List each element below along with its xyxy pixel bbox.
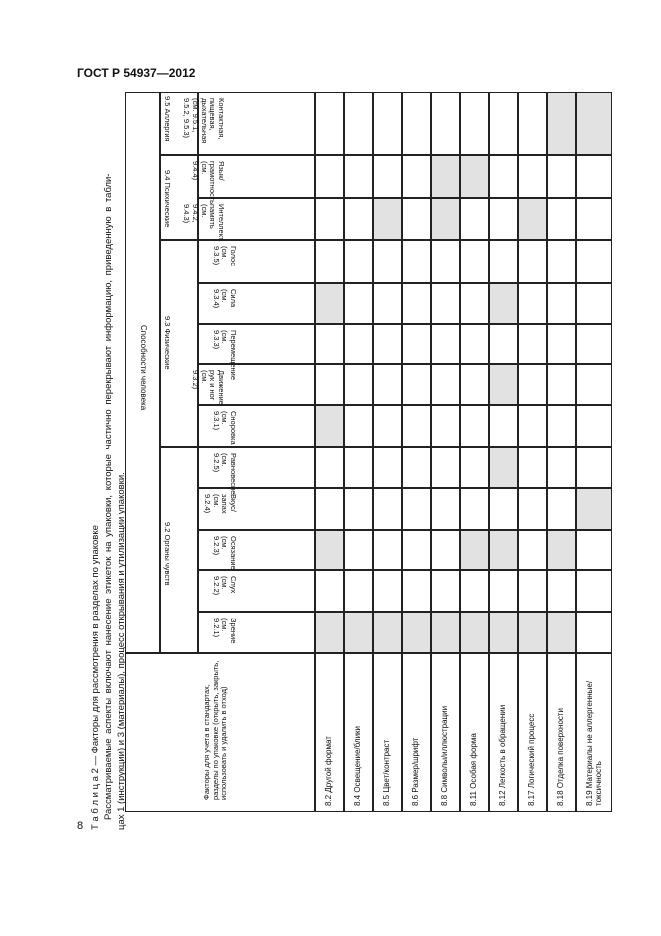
table-cell: [518, 155, 547, 198]
table-cell: [402, 447, 431, 488]
table-cell: [547, 324, 576, 364]
table-cell: [431, 612, 460, 653]
table-cell: [344, 364, 373, 405]
table-cell: [460, 240, 489, 283]
table-cell: [402, 198, 431, 240]
table-cell: [344, 488, 373, 530]
table-cell: [431, 488, 460, 530]
table-cell: [315, 530, 344, 570]
table-cell: [431, 570, 460, 612]
table-cell: [576, 447, 612, 488]
table-cell: [344, 283, 373, 324]
document-header: ГОСТ Р 54937—2012: [77, 66, 196, 80]
table-cell: [489, 570, 518, 612]
page-number: 8: [77, 820, 84, 832]
table-cell: [489, 447, 518, 488]
table-cell: [402, 324, 431, 364]
table-cell: [460, 92, 489, 155]
table-cell: [547, 405, 576, 447]
table-cell: [576, 488, 612, 530]
table-cell: [460, 283, 489, 324]
table-cell: [344, 447, 373, 488]
table-cell: [315, 324, 344, 364]
table-cell: [518, 240, 547, 283]
table-cell: [402, 155, 431, 198]
column-label-9: Голос (см. 9.3.5): [211, 246, 238, 266]
table-cell: [518, 447, 547, 488]
row-label-5: 8.11 Особая форма: [469, 733, 478, 806]
caption-line-1: Т а б л и ц а 2 — Факторы для рассмотрения в разделах по упаковке: [90, 525, 101, 830]
table-cell: [431, 324, 460, 364]
table-cell: [315, 405, 344, 447]
table-cell: [460, 198, 489, 240]
table-cell: [460, 155, 489, 198]
table-cell: [576, 240, 612, 283]
row-label-9: 8.19 Материалы не аллергенные/ токсичность: [585, 680, 604, 806]
table-cell: [518, 530, 547, 570]
table-cell: [431, 92, 460, 155]
row-label-8: 8.18 Отделка поверхности: [556, 707, 565, 806]
table-cell: [518, 488, 547, 530]
column-label-1: Слух (см. 9.2.2): [211, 576, 238, 596]
table-cell: [402, 612, 431, 653]
table-cell: [576, 405, 612, 447]
corner-header-text: Факторы для учета в стандартах, разделы по упаковке (открыть, закрыть, использовать и удалить в отход): [202, 660, 229, 800]
table-cell: [373, 488, 402, 530]
table-cell: [460, 488, 489, 530]
table-cell: [460, 612, 489, 653]
table-cell: [402, 283, 431, 324]
table-cell: [431, 198, 460, 240]
table-cell: [518, 198, 547, 240]
table-cell: [344, 155, 373, 198]
column-label-2: Осязание (см. 9.2.3): [211, 536, 238, 570]
table-cell: [547, 92, 576, 155]
row-label-4: 8.8 Символы/иллюстрации: [440, 705, 449, 806]
column-label-11: Язык/грамотность (см. 9.4.4): [191, 161, 226, 205]
table-cell: [402, 488, 431, 530]
table-cell: [315, 570, 344, 612]
group-label-3: 9.5 Аллергия: [163, 95, 172, 142]
table-cell: [402, 530, 431, 570]
row-label-3: 8.6 Размер/шрифт: [411, 737, 420, 806]
column-label-8: Сила (см. 9.3.4): [211, 289, 238, 309]
row-label-2: 8.5 Цвет/контраст: [382, 739, 391, 806]
table-cell: [489, 283, 518, 324]
table-cell: [373, 447, 402, 488]
table-cell: [373, 155, 402, 198]
row-label-1: 8.4 Освещение/блики: [353, 725, 362, 806]
table-cell: [315, 240, 344, 283]
table-cell: [547, 612, 576, 653]
table-cell: [344, 198, 373, 240]
table-cell: [518, 405, 547, 447]
column-label-10: Интеллект, память (см. 9.4.2, 9.4.3): [182, 204, 226, 242]
table-cell: [547, 570, 576, 612]
table-cell: [460, 570, 489, 612]
table-cell: [489, 324, 518, 364]
table-cell: [344, 324, 373, 364]
table-cell: [373, 240, 402, 283]
table-cell: [518, 283, 547, 324]
table-cell: [460, 364, 489, 405]
column-label-4: Равновесие (см. 9.2.5): [211, 453, 238, 495]
row-label-0: 8.2 Другой формат: [324, 736, 333, 806]
table-cell: [489, 488, 518, 530]
table-cell: [315, 364, 344, 405]
table-cell: [576, 364, 612, 405]
table-cell: [344, 92, 373, 155]
table-cell: [547, 488, 576, 530]
column-label-5: Сноровка (см. 9.3.1): [211, 411, 238, 445]
table-cell: [402, 240, 431, 283]
table-cell: [373, 92, 402, 155]
table-cell: [547, 283, 576, 324]
table-cell: [315, 198, 344, 240]
table-cell: [576, 612, 612, 653]
table-cell: [489, 155, 518, 198]
caption-line-2: Рассматриваемые аспекты включают нанесение этикеток на упаковки, которые частично перекрывают информацию, приведенную в табли-: [103, 173, 114, 820]
table-cell: [344, 612, 373, 653]
table-cell: [489, 92, 518, 155]
column-label-3: Вкус/запах (см. 9.2.4): [203, 494, 238, 514]
table-cell: [315, 92, 344, 155]
table-cell: [576, 570, 612, 612]
caption-line-3: цах 1 (инструкции) и 3 (материалы), процесс открывания и утилизации упаковки.: [116, 472, 127, 830]
table-cell: [344, 570, 373, 612]
group-main-label: Способности человека: [139, 325, 148, 411]
table-cell: [373, 405, 402, 447]
table-cell: [344, 405, 373, 447]
table-cell: [489, 612, 518, 653]
table-cell: [547, 530, 576, 570]
row-label-7: 8.17 Логический процесс: [527, 713, 536, 806]
table-cell: [460, 530, 489, 570]
table-cell: [373, 198, 402, 240]
table-cell: [431, 530, 460, 570]
group-label-0: 9.2 Органы чувств: [163, 522, 172, 586]
table-cell: [315, 488, 344, 530]
table-cell: [576, 283, 612, 324]
table-cell: [373, 324, 402, 364]
row-label-6: 8.12 Легкость в обращении: [498, 704, 507, 806]
table-cell: [431, 283, 460, 324]
column-label-6: Движение рук и ног (см. 9.3.2): [191, 370, 226, 405]
table-cell: [315, 447, 344, 488]
table-cell: [518, 324, 547, 364]
table-cell: [373, 612, 402, 653]
table-cell: [402, 364, 431, 405]
table-cell: [315, 612, 344, 653]
table-cell: [489, 530, 518, 570]
table-cell: [518, 570, 547, 612]
table-cell: [489, 364, 518, 405]
table-cell: [576, 155, 612, 198]
table-cell: [518, 612, 547, 653]
table-cell: [431, 155, 460, 198]
table-cell: [547, 198, 576, 240]
column-label-0: Зрение (см. 9.2.1): [211, 618, 238, 644]
column-label-12: Контактная, пищевая, дыхательная (см. 9.5.1, 9.5.2, 9.5.3): [182, 98, 226, 144]
table-cell: [576, 92, 612, 155]
table-cell: [547, 447, 576, 488]
table-cell: [344, 240, 373, 283]
table-cell: [576, 324, 612, 364]
table-cell: [460, 324, 489, 364]
table-cell: [547, 240, 576, 283]
table-cell: [460, 447, 489, 488]
table-cell: [576, 530, 612, 570]
table-cell: [431, 364, 460, 405]
column-label-7: Перемещение (см. 9.3.3): [211, 330, 238, 380]
table-cell: [315, 283, 344, 324]
table-cell: [489, 198, 518, 240]
table-cell: [489, 405, 518, 447]
table-cell: [518, 92, 547, 155]
table-cell: [547, 155, 576, 198]
table-cell: [315, 155, 344, 198]
table-cell: [373, 530, 402, 570]
table-cell: [373, 570, 402, 612]
group-label-2: 9.4 Психические: [163, 169, 172, 227]
table-cell: [431, 405, 460, 447]
table-cell: [489, 240, 518, 283]
table-cell: [547, 364, 576, 405]
table-cell: [518, 364, 547, 405]
group-label-1: 9.3 Физические: [163, 315, 172, 369]
table-cell: [431, 447, 460, 488]
table-cell: [402, 405, 431, 447]
table-cell: [402, 570, 431, 612]
table-cell: [344, 530, 373, 570]
table-cell: [460, 405, 489, 447]
table-cell: [402, 92, 431, 155]
table-cell: [576, 198, 612, 240]
table-cell: [431, 240, 460, 283]
table-cell: [373, 364, 402, 405]
table-cell: [373, 283, 402, 324]
